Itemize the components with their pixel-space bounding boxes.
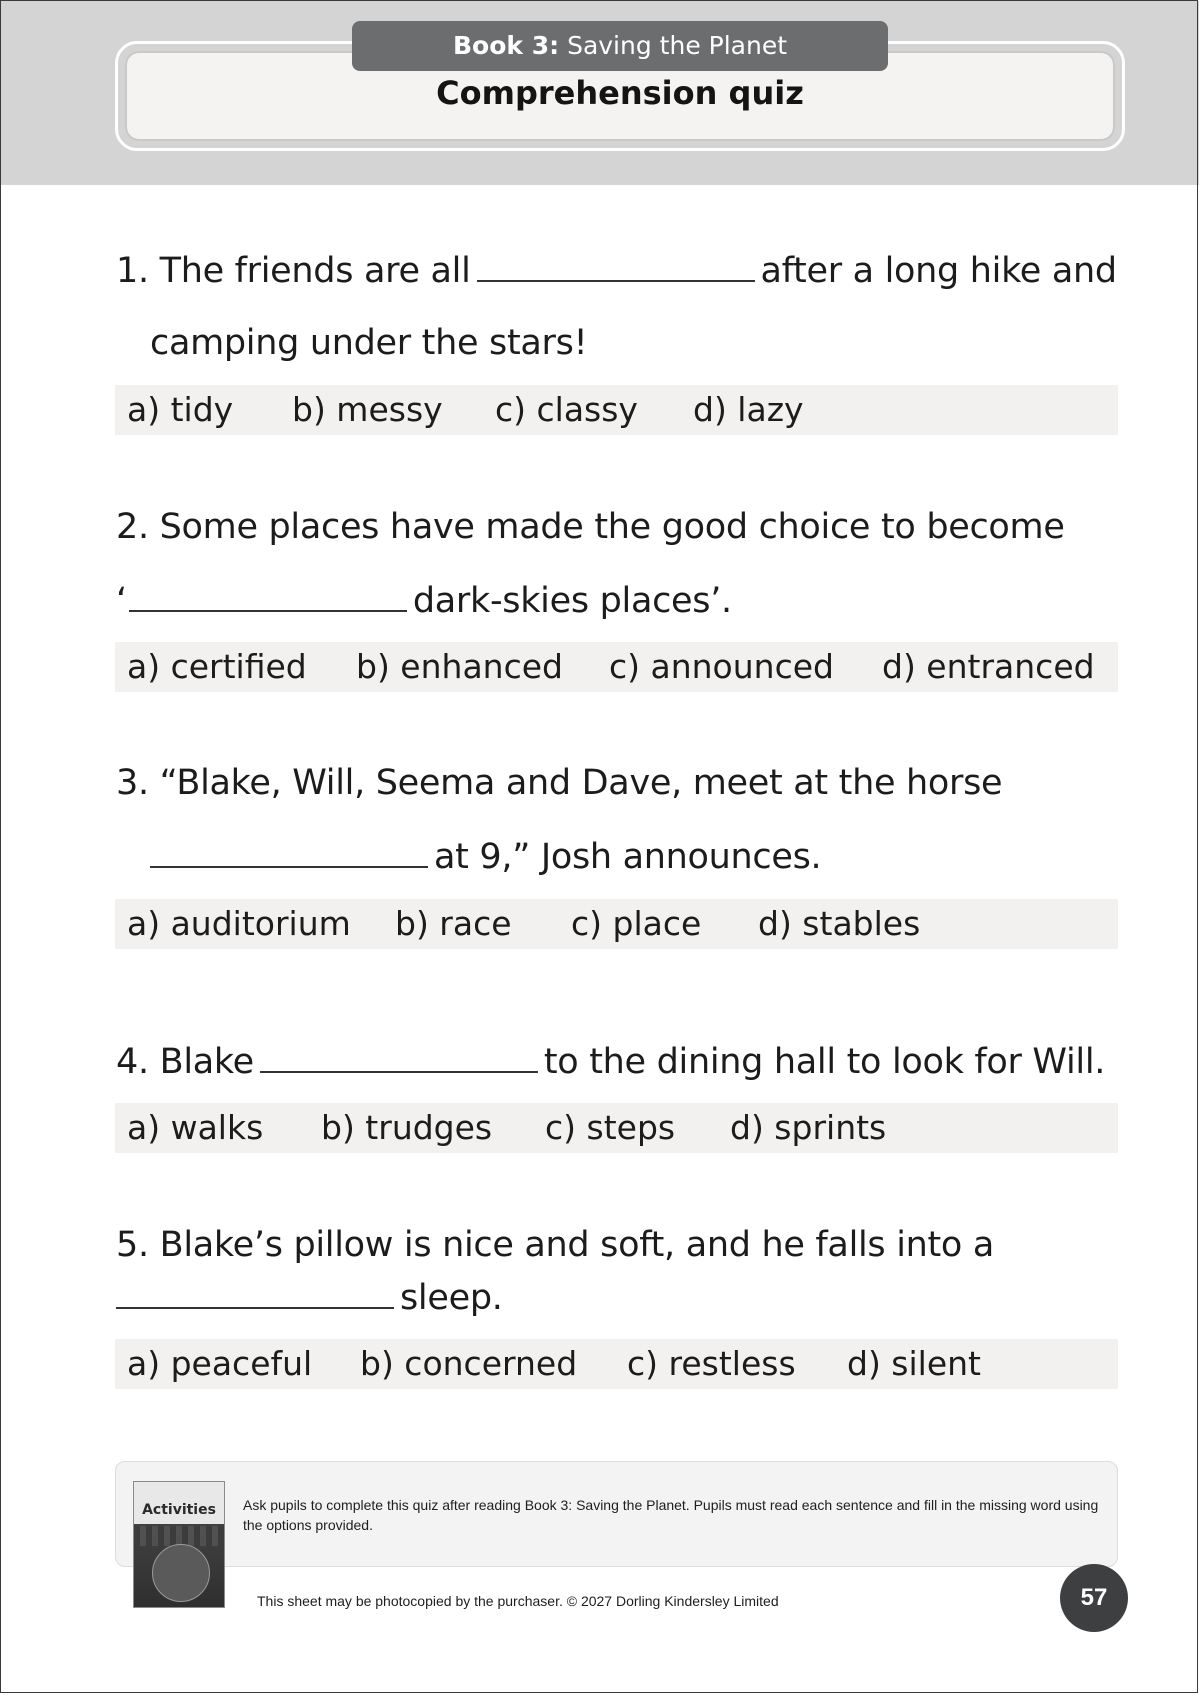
question-text: “Blake, Will, Seema and Dave, meet at the horse: [159, 763, 1003, 803]
question-3-options: [115, 899, 1118, 949]
question-5-line-1: [116, 1225, 994, 1265]
teacher-note-text: Ask pupils to complete this quiz after reading Book 3: Saving the Planet. Pupils must read each sentence and fill in the missing word using the options provided.: [243, 1497, 1099, 1533]
question-number: 2.: [116, 507, 149, 547]
answer-blank: [477, 250, 755, 282]
option-b: b) enhanced: [356, 647, 563, 686]
question-2-line-1: [116, 507, 1065, 547]
question-number: 5.: [116, 1225, 149, 1265]
question-3-line-1: [116, 763, 1002, 803]
page-title: Comprehension quiz: [436, 74, 804, 112]
option-b: b) race: [395, 904, 512, 943]
question-2-options: [115, 642, 1118, 692]
answer-blank: [260, 1041, 538, 1073]
question-1-options: [115, 385, 1118, 435]
option-b: b) concerned: [360, 1344, 578, 1383]
answer-blank: [129, 580, 407, 612]
question-text: to the dining hall to look for Will.: [543, 1042, 1106, 1082]
option-c: c) steps: [545, 1108, 676, 1147]
option-a: a) peaceful: [127, 1344, 313, 1383]
question-text: at 9,” Josh announces.: [434, 837, 822, 877]
question-text: dark-skies places’.: [412, 581, 732, 621]
book-label: Book 3:: [452, 31, 560, 60]
book-title: Saving the Planet: [567, 31, 788, 60]
question-3-line-2: [144, 836, 821, 877]
book-tab: [352, 21, 888, 71]
question-text: after a long hike and: [760, 251, 1117, 291]
option-d: d) stables: [758, 904, 921, 943]
option-d: d) silent: [847, 1344, 981, 1383]
question-number: 1.: [116, 251, 149, 291]
thumbnail-campfire-art: [152, 1544, 210, 1602]
question-5-line-2: [110, 1277, 503, 1318]
answer-blank: [150, 836, 428, 868]
question-text: sleep.: [400, 1278, 503, 1318]
option-a: a) tidy: [127, 390, 234, 429]
option-c: c) restless: [627, 1344, 796, 1383]
thumbnail-title: Activities: [142, 1502, 216, 1518]
question-text: The friends are all: [159, 251, 471, 291]
question-number: 3.: [116, 763, 149, 803]
thumbnail-forest-art: [134, 1526, 224, 1546]
question-number: 4.: [116, 1042, 149, 1082]
question-text: Blake: [159, 1042, 254, 1082]
option-d: d) entranced: [882, 647, 1095, 686]
question-4-line-1: [116, 1041, 1105, 1082]
open-quote: ‘: [116, 581, 127, 621]
question-text: Blake’s pillow is nice and soft, and he falls into a: [159, 1225, 995, 1265]
question-1-line-2: camping under the stars!: [150, 323, 588, 363]
option-c: c) announced: [609, 647, 834, 686]
option-d: d) lazy: [693, 390, 804, 429]
question-text: Some places have made the good choice to become: [159, 507, 1065, 547]
question-1-line-1: [116, 250, 1117, 291]
answer-blank: [116, 1277, 394, 1309]
option-a: a) auditorium: [127, 904, 351, 943]
page-number-badge: 57: [1060, 1564, 1128, 1632]
question-2-line-2: [116, 580, 732, 621]
option-c: c) place: [571, 904, 702, 943]
question-5-options: [115, 1339, 1118, 1389]
option-c: c) classy: [495, 390, 638, 429]
option-d: d) sprints: [730, 1108, 887, 1147]
option-b: b) trudges: [321, 1108, 493, 1147]
option-a: a) certified: [127, 647, 307, 686]
option-b: b) messy: [292, 390, 443, 429]
copyright-notice: This sheet may be photocopied by the purchaser. © 2027 Dorling Kindersley Limited: [257, 1593, 779, 1609]
activities-book-thumbnail: [133, 1481, 225, 1608]
question-4-options: [115, 1103, 1118, 1153]
option-a: a) walks: [127, 1108, 264, 1147]
